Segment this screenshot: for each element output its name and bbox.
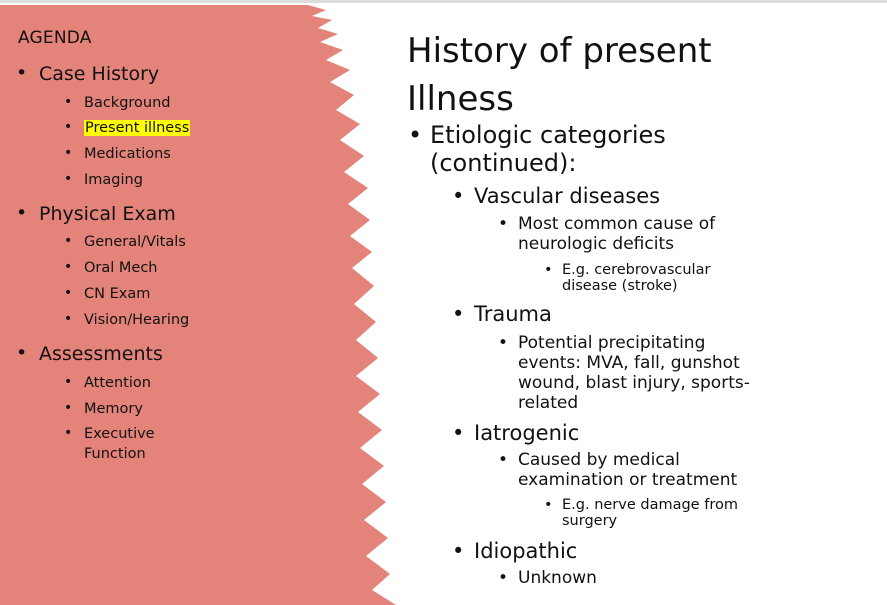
agenda-item-label: Imaging	[84, 172, 143, 188]
agenda-section-case-history	[16, 62, 160, 85]
bullet-etiologic-categories	[408, 121, 666, 177]
agenda-section-label: Assessments	[39, 343, 163, 365]
bullet-text-line: E.g. cerebrovascular	[562, 262, 711, 278]
agenda-item-memory	[64, 400, 143, 417]
bullet: •	[452, 184, 465, 208]
bullet: •	[498, 214, 509, 234]
bullet-vascular-diseases	[452, 184, 661, 208]
agenda-section-assessments	[16, 342, 163, 365]
bullet: •	[452, 421, 465, 445]
bullet: •	[64, 285, 73, 301]
bullet: •	[498, 568, 509, 588]
bullet-text-line: wound, blast injury, sports-	[518, 373, 750, 393]
agenda-item-medications	[64, 145, 171, 162]
bullet-text-line: Potential precipitating	[518, 333, 706, 353]
agenda-item-function	[84, 446, 146, 462]
bullet-text-line: Caused by medical	[518, 450, 680, 470]
bullet-text-line: surgery	[562, 513, 618, 529]
bullet: •	[498, 450, 509, 470]
agenda-item-cn-exam	[64, 285, 151, 302]
agenda-item-present-illness	[64, 119, 190, 136]
agenda-section-physical-exam	[16, 202, 176, 225]
slide-title-line: Illness	[407, 79, 514, 119]
bullet-text-line: E.g. nerve damage from	[562, 497, 738, 513]
bullet: •	[408, 121, 423, 149]
bullet-trauma-detail	[498, 333, 750, 413]
bullet: •	[64, 311, 73, 327]
agenda-item-label: Oral Mech	[84, 260, 158, 276]
agenda-item-attention	[64, 374, 151, 391]
bullet-trauma	[452, 302, 552, 326]
bullet-text: Trauma	[474, 302, 552, 326]
bullet-text-line: events: MVA, fall, gunshot	[518, 353, 740, 373]
bullet-text-line: Most common cause of	[518, 214, 716, 234]
bullet-idiopathic-detail	[498, 568, 597, 588]
bullet-text-line: neurologic deficits	[518, 234, 674, 254]
bullet: •	[64, 233, 73, 249]
agenda-item-label: Vision/Hearing	[84, 312, 190, 328]
bullet: •	[64, 171, 73, 187]
agenda-item-background	[64, 94, 171, 111]
bullet-iatrogenic	[452, 421, 580, 445]
agenda-item-label-highlighted: Present illness	[85, 120, 190, 136]
bullet-vascular-example	[544, 262, 711, 294]
bullet-text-line: Unknown	[518, 568, 597, 588]
bullet-text-line: Etiologic categories	[430, 121, 666, 149]
bullet: •	[16, 342, 28, 364]
agenda-item-label: Function	[84, 446, 146, 462]
agenda-item-general-vitals	[64, 233, 186, 250]
agenda-item-executive	[64, 425, 155, 442]
agenda-item-oral-mech	[64, 259, 158, 276]
bullet: •	[452, 302, 465, 326]
agenda-title: AGENDA	[18, 28, 92, 48]
agenda-item-label: Medications	[84, 146, 171, 162]
bullet-text: Idiopathic	[474, 539, 578, 563]
agenda-item-label: Executive	[84, 426, 155, 442]
bullet-idiopathic	[452, 539, 578, 563]
bullet-iatrogenic-detail	[498, 450, 738, 490]
agenda-item-vision-hearing	[64, 311, 190, 328]
agenda-item-label: Memory	[84, 401, 143, 417]
agenda-item-label: Background	[84, 95, 171, 111]
agenda-section-label: Physical Exam	[39, 203, 176, 225]
bullet-text-line: disease (stroke)	[562, 278, 678, 294]
bullet-text-line: examination or treatment	[518, 470, 738, 490]
bullet: •	[64, 94, 73, 110]
bullet: •	[544, 262, 553, 278]
bullet-text: Iatrogenic	[474, 421, 580, 445]
bullet: •	[498, 333, 509, 353]
agenda-item-label: CN Exam	[84, 286, 151, 302]
agenda-item-imaging	[64, 171, 143, 188]
bullet: •	[64, 400, 73, 416]
bullet: •	[64, 259, 73, 275]
bullet: •	[544, 497, 553, 513]
agenda-item-label: General/Vitals	[84, 234, 186, 250]
bullet: •	[452, 539, 465, 563]
bullet: •	[64, 374, 73, 390]
bullet-iatrogenic-example	[544, 497, 738, 529]
bullet: •	[16, 202, 28, 224]
bullet-text: Vascular diseases	[474, 184, 661, 208]
bullet-text-line: (continued):	[430, 149, 577, 177]
bullet: •	[16, 62, 28, 84]
slide-title	[407, 27, 827, 123]
brush-stroke-shape	[0, 5, 396, 605]
bullet: •	[64, 425, 73, 441]
bullet: •	[64, 145, 73, 161]
bullet-text-line: related	[518, 393, 579, 413]
agenda-section-label: Case History	[39, 63, 160, 85]
slide-title-line: History of present	[407, 31, 712, 71]
bullet: •	[64, 119, 73, 135]
bullet-vascular-detail	[498, 214, 716, 254]
agenda-item-label: Attention	[84, 375, 151, 391]
